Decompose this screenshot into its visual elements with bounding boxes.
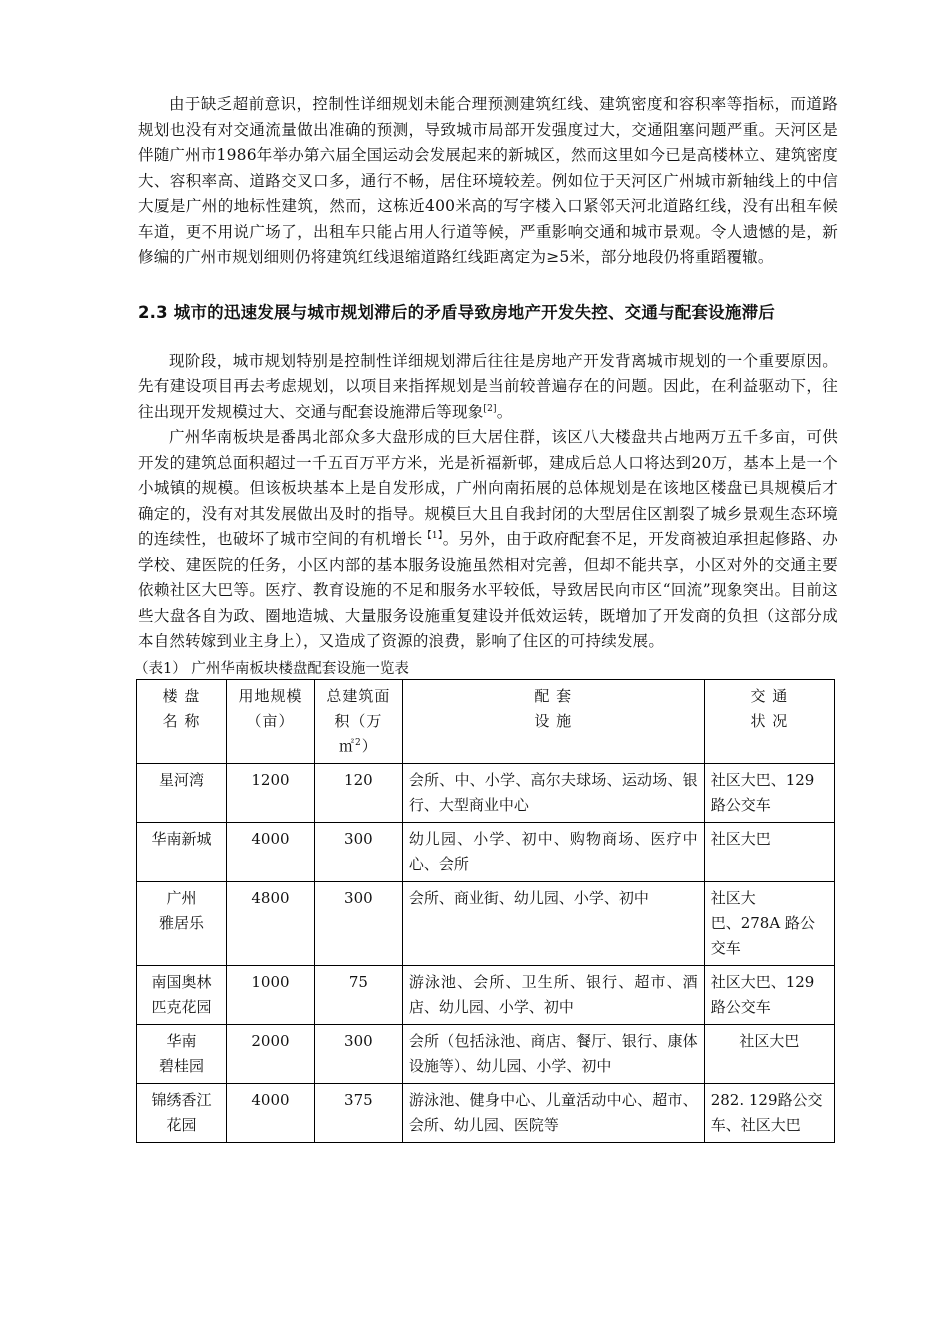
paragraph-2: [138, 349, 838, 426]
cell-land: 1200: [227, 763, 315, 822]
table-row: [137, 1024, 835, 1083]
facilities-table: [136, 679, 835, 1143]
paragraph-2-text: 现阶段，城市规划特别是控制性详细规划滞后往往是房地产开发背离城市规划的一个重要原因。先有建设项目再去考虑规划，以项目来指挥规划是当前较普遍存在的问题。因此，在利益驱动下，往往出现开发规模过大、交通与配套设施滞后等现象: [138, 351, 838, 421]
cell-area: 300: [314, 1024, 402, 1083]
cell-facilities: 会所、中、小学、高尔夫球场、运动场、银行、大型商业中心: [402, 763, 704, 822]
cell-traffic: 社区大巴、129路公交车: [704, 763, 834, 822]
citation-ref-2: [2]: [483, 403, 497, 414]
table-header-row: [137, 679, 835, 763]
cell-facilities: 游泳池、会所、卫生所、银行、超市、酒店、幼儿园、小学、初中: [402, 965, 704, 1024]
header-area-sup: 2: [355, 737, 362, 748]
cell-area: 300: [314, 822, 402, 881]
cell-traffic: 社区大 巴、278A 路公 交车: [704, 881, 834, 965]
cell-area: 375: [314, 1083, 402, 1142]
cell-name: 南国奥林 匹克花园: [137, 965, 227, 1024]
paragraph-2-end: 。: [496, 402, 513, 421]
cell-area: 120: [314, 763, 402, 822]
cell-name: 广州 雅居乐: [137, 881, 227, 965]
cell-land: 2000: [227, 1024, 315, 1083]
cell-name: 华南新城: [137, 822, 227, 881]
cell-facilities: 游泳池、健身中心、儿童活动中心、超市、会所、幼儿园、医院等: [402, 1083, 704, 1142]
table-row: [137, 881, 835, 965]
header-facilities: 配 套 设 施: [402, 679, 704, 763]
header-area-close: ）: [361, 736, 378, 755]
table-row: [137, 763, 835, 822]
header-area-text: 总建筑面 积（万 ㎡: [326, 686, 391, 755]
paragraph-3-text-b: 。另外，由于政府配套不足，开发商被迫承担起修路、办学校、建医院的任务，小区内部的基本服务设施虽然相对完善，但却不能共享，小区对外的交通主要依赖社区大巴等。医疗、教育设施的不足和服务水平较低，导致居民向市区“回流”现象突出。目前这些大盘各自为政、圈地造城、大量服务设施重复建设并低效运转，既增加了开发商的负担（这部分成本自然转嫁到业主身上），又造成了资源的浪费，影响了住区的可持续发展。: [138, 530, 838, 650]
table-row: [137, 822, 835, 881]
paragraph-1: 由于缺乏超前意识，控制性详细规划未能合理预测建筑红线、建筑密度和容积率等指标，而道路规划也没有对交通流量做出准确的预测，导致城市局部开发强度过大，交通阻塞问题严重。天河区是伴随广州市1986年举办第六届全国运动会发展起来的新城区，然而这里如今已是高楼林立、建筑密度大、容积率高、道路交叉口多，通行不畅，居住环境较差。例如位于天河区广州城市新轴线上的中信大厦是广州的地标性建筑，然而，这栋近400米高的写字楼入口紧邻天河北道路红线，没有出租车候车道，更不用说广场了，出租车只能占用人行道等候，严重影响交通和城市景观。令人遗憾的是，新修编的广州市规划细则仍将建筑红线退缩道路红线距离定为≥5米，部分地段仍将重蹈覆辙。: [138, 95, 838, 266]
paragraph-3: [138, 425, 838, 655]
table-row: [137, 965, 835, 1024]
cell-facilities: 会所（包括泳池、商店、餐厅、银行、康体设施等）、幼儿园、小学、初中: [402, 1024, 704, 1083]
cell-traffic: 社区大巴、129路公交车: [704, 965, 834, 1024]
header-area: [314, 679, 402, 763]
header-traffic: 交 通 状 况: [704, 679, 834, 763]
table-row: [137, 1083, 835, 1142]
cell-land: 4800: [227, 881, 315, 965]
paragraph-3-text-a: 广州华南板块是番禺北部众多大盘形成的巨大居住群，该区八大楼盘共占地两万五千多亩，可供开发的建筑总面积超过一千五百万平方米，光是祈福新邨，建成后总人口将达到20万，基本上是一个小城镇的规模。但该板块基本上是自发形成，广州向南拓展的总体规划是在该地区楼盘已具规模后才确定的，没有对其发展做出及时的指导。规模巨大且自我封闭的大型居住区割裂了城乡景观生态环境的连续性，也破坏了城市空间的有机增长: [138, 428, 838, 548]
cell-traffic: 社区大巴: [704, 822, 834, 881]
cell-facilities: 幼儿园、小学、初中、购物商场、医疗中心、会所: [402, 822, 704, 881]
cell-name: 星河湾: [137, 763, 227, 822]
cell-name: 锦绣香江 花园: [137, 1083, 227, 1142]
header-name: 楼 盘 名 称: [137, 679, 227, 763]
cell-land: 4000: [227, 822, 315, 881]
cell-facilities: 会所、商业街、幼儿园、小学、初中: [402, 881, 704, 965]
cell-area: 75: [314, 965, 402, 1024]
document-page: [134, 92, 838, 1143]
cell-traffic: 社区大巴: [704, 1024, 834, 1083]
cell-area: 300: [314, 881, 402, 965]
cell-traffic: 282. 129路公交车、社区大巴: [704, 1083, 834, 1142]
cell-land: 4000: [227, 1083, 315, 1142]
table-caption: （表1） 广州华南板块楼盘配套设施一览表: [134, 660, 409, 677]
section-heading: 2.3 城市的迅速发展与城市规划滞后的矛盾导致房地产开发失控、交通与配套设施滞后: [138, 302, 775, 322]
cell-name: 华南 碧桂园: [137, 1024, 227, 1083]
citation-ref-1: 【1】: [422, 531, 443, 541]
cell-land: 1000: [227, 965, 315, 1024]
header-land: 用地规模 （亩）: [227, 679, 315, 763]
